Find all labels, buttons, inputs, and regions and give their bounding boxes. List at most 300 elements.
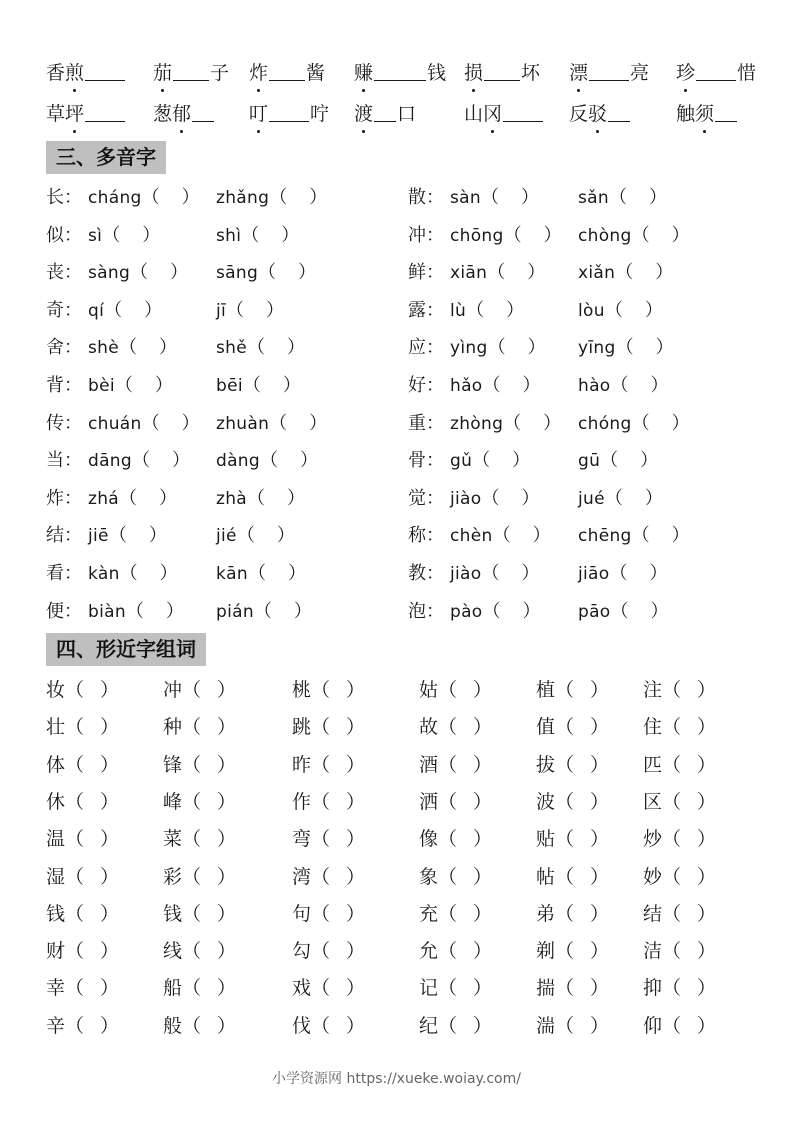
paren-open: （	[182, 866, 202, 888]
colon: ：	[64, 413, 82, 434]
paren-open: （	[65, 940, 85, 962]
paren-open: （	[662, 903, 682, 925]
paren-open: （	[438, 791, 458, 813]
similar-char: 拔	[536, 754, 556, 776]
paren-close: ）	[346, 679, 366, 701]
paren-open: （	[182, 940, 202, 962]
answer-blank[interactable]	[589, 60, 629, 81]
paren-close: ）	[142, 225, 161, 246]
pinyin-group	[88, 597, 184, 627]
similar-char-item	[46, 787, 119, 817]
pinyin-group	[88, 221, 160, 251]
paren-close: ）	[100, 866, 120, 888]
paren-open: （	[609, 563, 628, 584]
paren-close: ）	[346, 754, 366, 776]
paren-open: （	[555, 977, 575, 999]
pinyin-group	[88, 446, 190, 476]
similar-char-item	[292, 824, 365, 854]
paren-close: ）	[590, 940, 610, 962]
word-char: 反	[569, 103, 589, 125]
similar-char-item	[643, 712, 716, 742]
similar-char: 般	[163, 1015, 183, 1037]
similar-char-item	[163, 973, 236, 1003]
paren-open: （	[131, 450, 150, 471]
similar-char: 锋	[163, 754, 183, 776]
paren-close: ）	[217, 866, 237, 888]
paren-close: ）	[522, 375, 541, 396]
polyphonic-char: 奇	[46, 300, 64, 321]
emphasized-char: 煎	[65, 58, 84, 88]
emphasized-char: 郁	[172, 99, 191, 129]
word-char: 咛	[310, 103, 330, 125]
paren-open: （	[604, 300, 623, 321]
paren-close: ）	[100, 903, 120, 925]
pinyin: zhǎng	[216, 188, 270, 208]
similar-char: 值	[536, 716, 556, 738]
similar-char: 钱	[46, 903, 66, 925]
similar-char: 钱	[163, 903, 183, 925]
paren-open: （	[125, 601, 144, 622]
pinyin-group	[578, 521, 690, 551]
similar-char-item	[419, 973, 492, 1003]
pinyin: lòu	[578, 301, 605, 321]
emphasized-char: 珍	[676, 58, 695, 88]
paren-open: （	[182, 1015, 202, 1037]
paren-close: ）	[148, 525, 167, 546]
colon: ：	[64, 525, 82, 546]
word-char: 酱	[306, 62, 326, 84]
similar-char-item	[292, 973, 365, 1003]
polyphonic-char: 重	[408, 413, 426, 434]
colon: ：	[426, 262, 444, 283]
colon: ：	[64, 187, 82, 208]
similar-char: 壮	[46, 716, 66, 738]
word-blank-item	[46, 58, 126, 88]
pinyin: hào	[578, 376, 611, 396]
pinyin: biàn	[88, 602, 126, 622]
paren-close: ）	[473, 791, 493, 813]
colon: ：	[64, 488, 82, 509]
paren-close: ）	[640, 450, 659, 471]
paren-open: （	[438, 977, 458, 999]
paren-open: （	[65, 716, 85, 738]
pinyin: yìng	[450, 338, 488, 358]
paren-close: ）	[473, 940, 493, 962]
polyphonic-char: 便	[46, 601, 64, 622]
polyphonic-row	[46, 597, 766, 627]
pinyin: qí	[88, 301, 105, 321]
pinyin: chòng	[578, 226, 632, 246]
answer-blank[interactable]	[374, 60, 426, 81]
similar-char-item	[536, 973, 609, 1003]
word-blank-item	[249, 58, 325, 88]
pinyin-group	[450, 559, 539, 589]
polyphonic-row	[46, 446, 766, 476]
answer-blank[interactable]	[484, 60, 520, 81]
similar-chars-row	[46, 862, 766, 892]
polyphonic-item-right	[408, 371, 669, 401]
similar-char-item	[643, 750, 716, 780]
similar-char: 匹	[643, 754, 663, 776]
paren-close: ）	[644, 300, 663, 321]
paren-open: （	[65, 791, 85, 813]
paren-close: ）	[671, 525, 690, 546]
pinyin-group	[216, 221, 299, 251]
similar-char-item	[292, 862, 365, 892]
word-char: 子	[210, 62, 230, 84]
paren-close: ）	[217, 791, 237, 813]
word-blank-item	[676, 99, 738, 129]
polyphonic-char: 好	[408, 375, 426, 396]
word-char: 葱	[153, 103, 173, 125]
section-header-polyphonic	[46, 141, 166, 174]
word-char: 香	[46, 62, 66, 84]
colon: ：	[426, 225, 444, 246]
paren-close: ）	[697, 791, 717, 813]
paren-close: ）	[543, 413, 562, 434]
paren-close: ）	[590, 1015, 610, 1037]
word-blank-item	[464, 58, 540, 88]
similar-char-item	[46, 1011, 119, 1041]
paren-open: （	[438, 903, 458, 925]
pinyin: kàn	[88, 564, 120, 584]
polyphonic-row	[46, 371, 766, 401]
polyphonic-char: 当	[46, 450, 64, 471]
answer-blank[interactable]	[269, 101, 309, 122]
polyphonic-item-right	[408, 409, 690, 439]
similar-char: 帖	[536, 866, 556, 888]
pinyin: sàn	[450, 188, 481, 208]
pinyin: chōng	[450, 226, 504, 246]
paren-open: （	[631, 525, 650, 546]
similar-char-item	[419, 1011, 492, 1041]
polyphonic-row	[46, 484, 766, 514]
similar-char-item	[46, 973, 119, 1003]
paren-close: ）	[170, 262, 189, 283]
pinyin: jī	[216, 301, 227, 321]
polyphonic-char: 似	[46, 225, 64, 246]
paren-open: （	[141, 187, 160, 208]
paren-close: ）	[473, 754, 493, 776]
paren-open: （	[241, 225, 260, 246]
paren-close: ）	[217, 754, 237, 776]
word-char: 亮	[630, 62, 650, 84]
paren-close: ）	[697, 828, 717, 850]
paren-open: （	[311, 1015, 331, 1037]
polyphonic-row	[46, 559, 766, 589]
word-char: 钱	[427, 62, 447, 84]
polyphonic-item-left	[46, 296, 285, 326]
emphasized-char: 冈	[483, 99, 502, 129]
paren-close: ）	[159, 488, 178, 509]
pinyin: shě	[216, 338, 247, 358]
paren-open: （	[242, 375, 261, 396]
similar-char-item	[419, 824, 492, 854]
paren-close: ）	[346, 903, 366, 925]
pinyin-group	[88, 258, 188, 288]
paren-close: ）	[697, 940, 717, 962]
paren-open: （	[555, 866, 575, 888]
similar-char: 弟	[536, 903, 556, 925]
emphasized-char: 驳	[588, 99, 607, 129]
similar-char: 允	[419, 940, 439, 962]
pinyin-group	[450, 221, 562, 251]
polyphonic-item-right	[408, 559, 668, 589]
paren-close: ）	[644, 488, 663, 509]
pinyin-group	[216, 333, 305, 363]
paren-close: ）	[506, 300, 525, 321]
similar-char-item	[643, 1011, 716, 1041]
paren-open: （	[555, 903, 575, 925]
paren-close: ）	[473, 716, 493, 738]
paren-close: ）	[217, 1015, 237, 1037]
similar-char-item	[292, 1011, 365, 1041]
similar-char-item	[292, 712, 365, 742]
paren-open: （	[555, 754, 575, 776]
paren-close: ）	[346, 828, 366, 850]
colon: ：	[426, 337, 444, 358]
paren-open: （	[662, 754, 682, 776]
paren-open: （	[311, 679, 331, 701]
polyphonic-char: 露	[408, 300, 426, 321]
pinyin-group	[450, 521, 551, 551]
pinyin: lù	[450, 301, 467, 321]
answer-blank[interactable]	[696, 60, 736, 81]
pinyin: shè	[88, 338, 119, 358]
similar-char: 剃	[536, 940, 556, 962]
colon: ：	[426, 488, 444, 509]
paren-open: （	[610, 601, 629, 622]
paren-close: ）	[287, 337, 305, 358]
emphasized-char: 叮	[249, 99, 268, 129]
colon: ：	[426, 413, 444, 434]
paren-close: ）	[590, 977, 610, 999]
paren-open: （	[662, 977, 682, 999]
answer-blank[interactable]	[85, 101, 125, 122]
pinyin: zhá	[88, 489, 120, 509]
polyphonic-row	[46, 183, 766, 213]
paren-close: ）	[181, 187, 200, 208]
answer-blank[interactable]	[269, 60, 305, 81]
colon: ：	[426, 601, 444, 622]
paren-open: （	[503, 225, 522, 246]
paren-open: （	[182, 903, 202, 925]
answer-blank[interactable]	[715, 101, 737, 122]
paren-open: （	[481, 488, 500, 509]
word-blank-item	[153, 99, 215, 129]
polyphonic-item-right	[408, 183, 667, 213]
paren-open: （	[662, 716, 682, 738]
similar-char-item	[643, 973, 716, 1003]
paren-close: ）	[282, 375, 301, 396]
emphasized-char: 损	[464, 58, 483, 88]
paren-close: ）	[697, 679, 717, 701]
similar-char: 洒	[419, 791, 439, 813]
answer-blank[interactable]	[173, 60, 209, 81]
similar-char: 勾	[292, 940, 312, 962]
pinyin-group	[88, 296, 162, 326]
word-blank-item	[464, 99, 544, 129]
similar-char-item	[419, 712, 492, 742]
paren-close: ）	[543, 225, 562, 246]
paren-open: （	[269, 187, 288, 208]
similar-char: 洁	[643, 940, 663, 962]
paren-close: ）	[309, 413, 328, 434]
paren-close: ）	[650, 375, 669, 396]
colon: ：	[64, 225, 82, 246]
pinyin-group	[216, 258, 316, 288]
pinyin-group	[450, 446, 530, 476]
polyphonic-char: 炸	[46, 488, 64, 509]
similar-char-item	[643, 899, 716, 929]
paren-open: （	[482, 375, 501, 396]
paren-open: （	[65, 679, 85, 701]
paren-close: ）	[276, 525, 295, 546]
paren-close: ）	[671, 225, 690, 246]
polyphonic-item-right	[408, 484, 663, 514]
pinyin-group	[450, 484, 539, 514]
similar-char-item	[163, 1011, 236, 1041]
similar-char: 冲	[163, 679, 183, 701]
similar-char-item	[643, 787, 716, 817]
similar-char: 仰	[643, 1015, 663, 1037]
paren-open: （	[631, 225, 650, 246]
similar-char-item	[163, 936, 236, 966]
similar-char: 桃	[292, 679, 312, 701]
paren-close: ）	[697, 716, 717, 738]
pinyin: kān	[216, 564, 248, 584]
pinyin-group	[216, 409, 327, 439]
paren-close: ）	[671, 413, 690, 434]
pinyin-group	[578, 296, 663, 326]
pinyin-group	[450, 183, 539, 213]
similar-char-item	[643, 675, 716, 705]
paren-close: ）	[697, 1015, 717, 1037]
paren-close: ）	[217, 716, 237, 738]
paren-open: （	[555, 791, 575, 813]
answer-blank[interactable]	[608, 101, 630, 122]
paren-open: （	[438, 828, 458, 850]
similar-char: 酒	[419, 754, 439, 776]
similar-char: 湍	[536, 1015, 556, 1037]
pinyin: gǔ	[450, 451, 473, 471]
paren-open: （	[600, 450, 619, 471]
similar-char-item	[292, 750, 365, 780]
paren-close: ）	[473, 977, 493, 999]
paren-close: ）	[590, 828, 610, 850]
similar-char: 弯	[292, 828, 312, 850]
similar-chars-row	[46, 750, 766, 780]
pinyin-group	[88, 371, 173, 401]
paren-close: ）	[346, 791, 366, 813]
similar-char-item	[536, 675, 609, 705]
similar-char: 揣	[536, 977, 556, 999]
paren-close: ）	[100, 940, 120, 962]
pinyin-group	[578, 333, 674, 363]
paren-open: （	[311, 940, 331, 962]
paren-open: （	[102, 225, 121, 246]
section-title: 三、多音字	[56, 145, 156, 169]
paren-open: （	[466, 300, 485, 321]
pinyin-group	[88, 183, 200, 213]
paren-close: ）	[473, 866, 493, 888]
similar-char-item	[163, 899, 236, 929]
paren-open: （	[65, 1015, 85, 1037]
paren-open: （	[492, 525, 511, 546]
pinyin: jiāo	[578, 564, 610, 584]
paren-open: （	[487, 262, 506, 283]
paren-open: （	[438, 679, 458, 701]
similar-char-item	[46, 675, 119, 705]
answer-blank[interactable]	[85, 60, 125, 81]
similar-chars-row	[46, 787, 766, 817]
paren-close: ）	[512, 450, 531, 471]
paren-close: ）	[590, 791, 610, 813]
similar-char: 姑	[419, 679, 439, 701]
pinyin: cháng	[88, 188, 142, 208]
similar-char-item	[163, 750, 236, 780]
paren-close: ）	[287, 563, 306, 584]
paren-close: ）	[171, 450, 190, 471]
pinyin: zhà	[216, 489, 248, 509]
similar-char-item	[419, 862, 492, 892]
pinyin: pāo	[578, 602, 611, 622]
answer-blank[interactable]	[503, 101, 543, 122]
pinyin: zhuàn	[216, 414, 270, 434]
paren-open: （	[615, 337, 634, 358]
similar-char: 植	[536, 679, 556, 701]
emphasized-char: 赚	[354, 58, 373, 88]
pinyin-group	[450, 597, 541, 627]
similar-char: 温	[46, 828, 66, 850]
polyphonic-char: 结	[46, 525, 64, 546]
polyphonic-char: 散	[408, 187, 426, 208]
pinyin-group	[578, 484, 663, 514]
pinyin: bèi	[88, 376, 115, 396]
paren-close: ）	[590, 866, 610, 888]
paren-close: ）	[299, 450, 318, 471]
paren-close: ）	[346, 1015, 366, 1037]
answer-blank[interactable]	[192, 101, 214, 122]
similar-char-item	[163, 675, 236, 705]
pinyin: bēi	[216, 376, 243, 396]
pinyin: xiǎn	[578, 263, 616, 283]
paren-close: ）	[100, 1015, 120, 1037]
pinyin-group	[578, 559, 667, 589]
similar-char-item	[163, 787, 236, 817]
similar-char-item	[292, 936, 365, 966]
paren-open: （	[253, 601, 272, 622]
paren-close: ）	[520, 187, 539, 208]
paren-open: （	[487, 337, 506, 358]
pinyin-group	[578, 597, 669, 627]
similar-char-item	[643, 824, 716, 854]
similar-char: 故	[419, 716, 439, 738]
answer-blank[interactable]	[374, 101, 396, 122]
similar-char-item	[46, 899, 119, 929]
similar-chars-row	[46, 824, 766, 854]
polyphonic-item-left	[46, 559, 306, 589]
paren-close: ）	[217, 828, 237, 850]
similar-char-item	[536, 862, 609, 892]
paren-open: （	[482, 601, 501, 622]
polyphonic-char: 觉	[408, 488, 426, 509]
word-char: 触	[676, 103, 696, 125]
colon: ：	[64, 300, 82, 321]
similar-char-item	[46, 862, 119, 892]
paren-close: ）	[100, 977, 120, 999]
similar-char: 象	[419, 866, 439, 888]
